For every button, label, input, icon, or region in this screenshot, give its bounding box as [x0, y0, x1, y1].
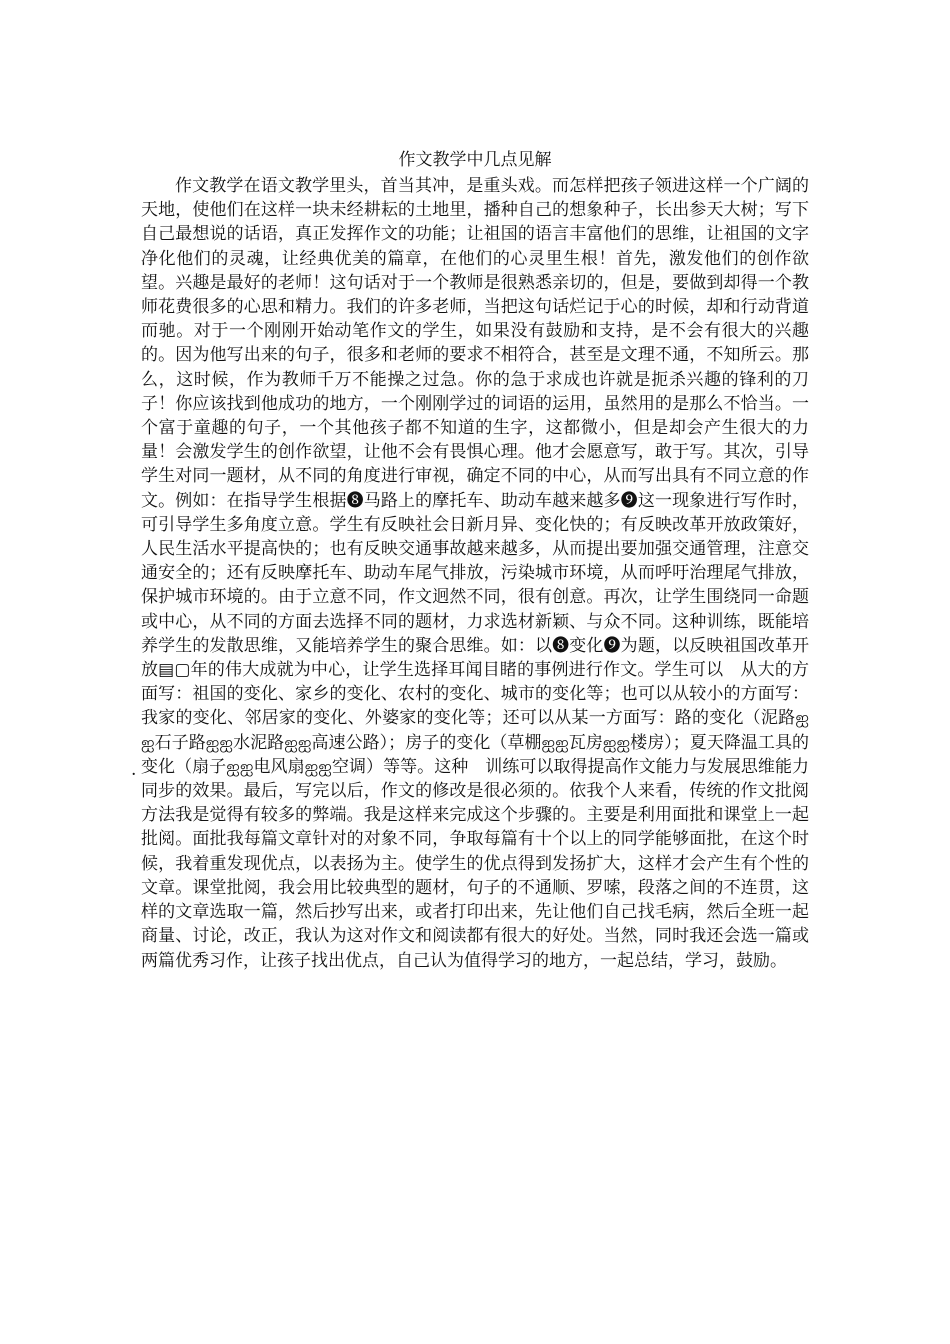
stray-mark: . — [131, 760, 137, 780]
document-body-paragraph: 作文教学在语文教学里头，首当其冲，是重头戏。而怎样把孩子领进这样一个广阔的天地，使他们在这样一块未经耕耘的土地里，播种自己的想象种子，长出参天大树；写下自己最想说的话语，真正发挥作文的功能；让祖国的语言丰富他们的思维，让祖国的文字净化他们的灵魂，让经典优美的篇章，在他们的心灵里生根！首先，激发他们的创作欲望。兴趣是最好的老师！这句话对于一个教师是很熟悉亲切的，但是，要做到却得一个教师花费很多的心思和精力。我们的许多老师，当把这句话烂记于心的时候，却和行动背道而驰。对于一个刚刚开始动笔作文的学生，如果没有鼓励和支持，是不会有很大的兴趣的。因为他写出来的句子，很多和老师的要求不相符合，甚至是文理不通，不知所云。那么，这时候，作为教师千万不能操之过急。你的急于求成也许就是扼杀兴趣的锋利的刀子！你应该找到他成功的地方，一个刚刚学过的词语的运用，虽然用的是那么不恰当。一个富于童趣的句子，一个其他孩子都不知道的生字，这都微小，但是却会产生很大的力量！会激发学生的创作欲望，让他不会有畏惧心理。他才会愿意写，敢于写。其次，引导学生对同一题材，从不同的角度进行审视，确定不同的中心，从而写出具有不同立意的作文。例如：在指导学生根据❽马路上的摩托车、助动车越来越多❾这一现象进行写作时，可引导学生多角度立意。学生有反映社会日新月异、变化快的；有反映改革开放政策好，人民生活水平提高快的；也有反映交通事故越来越多，从而提出要加强交通管理，注意交通安全的；还有反映摩托车、助动车尾气排放，污染城市环境，从而呼吁治理尾气排放，保护城市环境的。由于立意不同，作文迥然不同，很有创意。再次，让学生围绕同一命题或中心，从不同的方面去选择不同的题材，力求选材新颖、与众不同。这种训练，既能培养学生的发散思维，又能培养学生的聚合思维。如：以❽变化❾为题，以反映祖国改革开放▤▢年的伟大成就为中心，让学生选择耳闻目睹的事例进行作文。学生可以 从大的方面写：祖国的变化、家乡的变化、农村的变化、城市的变化等；也可以从较小的方面写：我家的变化、邻居家的变化、外婆家的变化等；还可以从某一方面写：路的变化（泥路ஐஐ石子路ஐஐ水泥路ஐஐ高速公路）；房子的变化（草棚ஐஐ瓦房ஐஐ楼房）；夏天降温工具的变化（扇子ஐஐ电风扇ஐஐ空调）等等。这种 训练可以取得提高作文能力与发展思维能力同步的效果。最后，写完以后，作文的修改是很必须的。依我个人来看，传统的作文批阅方法我是觉得有较多的弊端。我是这样来完成这个步骤的。主要是利用面批和课堂上一起批阅。面批我每篇文章针对的对象不同，争取每篇有十个以上的同学能够面批，在这个时候，我着重发现优点，以表扬为主。使学生的优点得到发扬扩大，这样才会产生有个性的文章。课堂批阅，我会用比较典型的题材，句子的不通顺、罗嗦，段落之间的不连贯，这样的文章选取一篇，然后抄写出来，或者打印出来，先让他们自己找毛病，然后全班一起商量、讨论，改正，我认为这对作文和阅读都有很大的好处。当然，同时我还会选一篇或两篇优秀习作，让孩子找出优点，自己认为值得学习的地方，一起总结，学习，鼓励。 — [141, 176, 809, 971]
document-title: 作文教学中几点见解 — [398, 150, 552, 170]
